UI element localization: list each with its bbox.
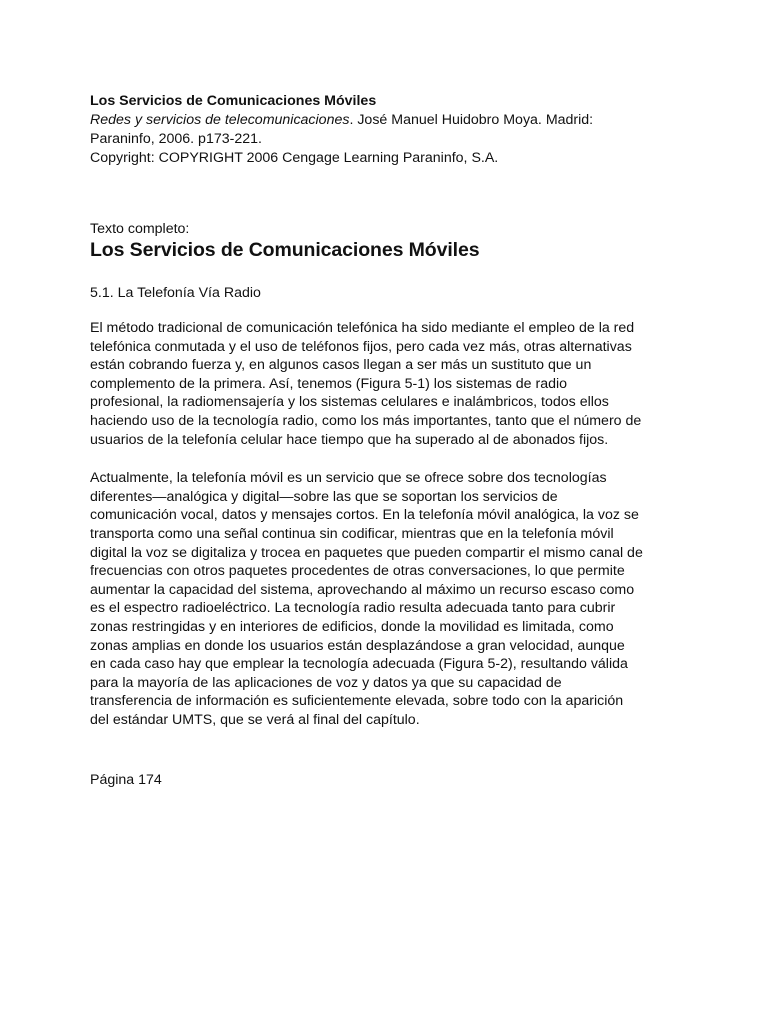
paragraph-line: del estándar UMTS, que se verá al final del capítulo. [90, 711, 420, 728]
paragraph-1 [90, 319, 690, 449]
paragraph-line: frecuencias con otros paquetes procedentes de otras conversaciones, lo que permite [90, 563, 625, 580]
paragraph-line: zonas amplias en donde los usuarios están desplazándose a gran velocidad, aunque [90, 637, 625, 654]
paragraph-line: Actualmente, la telefonía móvil es un servicio que se ofrece sobre dos tecnologías [90, 470, 607, 487]
paragraph-line: para la mayoría de las aplicaciones de voz y datos ya que su capacidad de [90, 674, 562, 691]
citation-title: Los Servicios de Comunicaciones Móviles [90, 93, 377, 109]
citation-book-line [90, 111, 690, 130]
paragraph-line: zonas restringidas y en interiores de edificios, donde la movilidad es limitada, como [90, 618, 614, 635]
citation-book-title: Redes y servicios de telecomunicaciones [90, 112, 350, 128]
citation-author: . José Manuel Huidobro Moya. Madrid: [349, 112, 594, 128]
section-title: 5.1. La Telefonía Vía Radio [90, 285, 261, 301]
citation-block [90, 92, 690, 168]
paragraph-line: transporta como una señal continua sin codificar, mientras que en la telefonía móvil [90, 525, 614, 542]
paragraph-line: complemento de la primera. Así, tenemos (Figura 5-1) los sistemas de radio [90, 375, 568, 392]
citation-copyright: Copyright: COPYRIGHT 2006 Cengage Learning Paraninfo, S.A. [90, 150, 499, 166]
paragraph-line: profesional, la radiomensajería y los sistemas celulares e inalámbricos, todos ellos [90, 394, 609, 411]
paragraph-line: comunicación vocal, datos y mensajes cortos. En la telefonía móvil analógica, la voz se [90, 507, 639, 524]
page-number: Página 174 [90, 772, 162, 789]
document-heading: Los Servicios de Comunicaciones Móviles [90, 239, 480, 261]
paragraph-line: en cada caso hay que emplear la tecnología adecuada (Figura 5-2), resultando válida [90, 656, 628, 673]
paragraph-line: están cobrando fuerza y, en algunos casos llegan a ser más un sustituto que un [90, 357, 592, 374]
document-page [90, 92, 690, 789]
paragraph-line: usuarios de la telefonía celular hace tiempo que ha superado al de abonados fijos. [90, 431, 609, 448]
paragraph-line: El método tradicional de comunicación telefónica ha sido mediante el empleo de la red [90, 320, 635, 336]
full-text-label: Texto completo: [90, 221, 190, 237]
paragraph-2 [90, 469, 690, 729]
paragraph-line: es el espectro radioeléctrico. La tecnología radio resulta adecuada tanto para cubrir [90, 600, 616, 617]
paragraph-line: haciendo uso de la tecnología radio, como los más importantes, tanto que el número de [90, 412, 642, 429]
paragraph-line: telefónica conmutada y el uso de teléfonos fijos, pero cada vez más, otras alternativas [90, 338, 632, 355]
paragraph-line: digital la voz se digitaliza y trocea en paquetes que pueden compartir el mismo canal de [90, 544, 643, 561]
citation-publisher: Paraninfo, 2006. p173-221. [90, 131, 262, 147]
paragraph-line: diferentes—analógica y digital—sobre las que se soportan los servicios de [90, 488, 558, 505]
paragraph-line: aumentar la capacidad del sistema, aprovechando al máximo un recurso escaso como [90, 581, 635, 598]
paragraph-line: transferencia de información es suficientemente elevada, sobre todo con la aparición [90, 693, 624, 710]
